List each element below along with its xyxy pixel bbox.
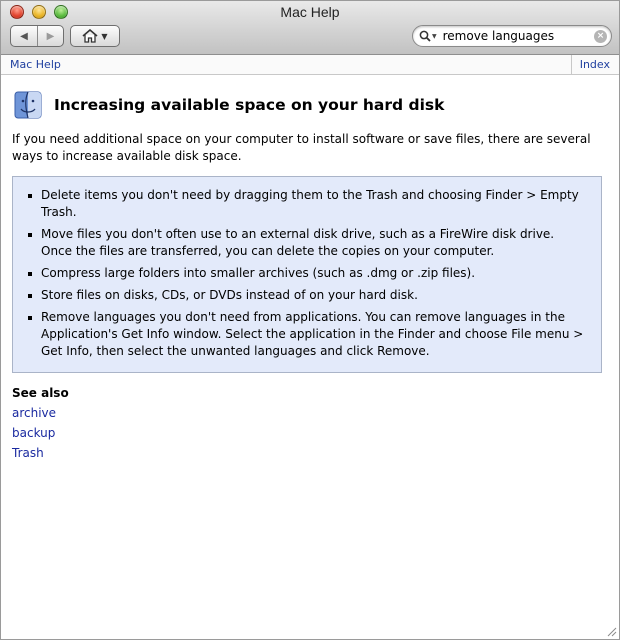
resize-grip-icon[interactable]: [605, 625, 617, 637]
bullet-icon: [28, 316, 32, 320]
tips-list: [27, 187, 587, 360]
see-also-link[interactable]: backup: [12, 426, 56, 440]
clear-search-icon[interactable]: ×: [594, 30, 607, 43]
breadcrumb-mac-help[interactable]: Mac Help: [10, 58, 61, 71]
back-button[interactable]: [11, 26, 37, 46]
tip-item: [27, 309, 587, 360]
article-intro: If you need additional space on your computer to install software or save files, there are several ways to increase available disk space.: [12, 132, 591, 163]
article: [1, 91, 619, 463]
article-title: Increasing available space on your hard disk: [54, 96, 445, 114]
tip-text: Delete items you don't need by dragging them to the Trash and choosing Finder > Empty Trash.: [41, 188, 579, 219]
forward-button[interactable]: [37, 26, 63, 46]
tip-item: [27, 187, 587, 221]
help-navbar: [1, 55, 619, 75]
back-forward-control: [10, 25, 64, 47]
search-input[interactable]: [443, 29, 583, 43]
see-also-link[interactable]: archive: [12, 406, 57, 420]
search-icon[interactable]: ▼: [419, 30, 437, 42]
title-toolbar: [1, 1, 619, 55]
bullet-icon: [28, 194, 32, 198]
bullet-icon: [28, 233, 32, 237]
see-also-heading: See also: [12, 386, 69, 400]
bullet-icon: [28, 294, 32, 298]
home-button[interactable]: [70, 25, 120, 47]
chevron-down-icon: ▼: [101, 31, 108, 41]
forward-arrow-icon: ▶: [46, 30, 55, 42]
tip-item: [27, 287, 587, 304]
tip-text: Move files you don't often use to an external disk drive, such as a FireWire disk drive. Once the files are transferred, you can delete the copies on your computer.: [41, 227, 555, 258]
tip-text: Remove languages you don't need from applications. You can remove languages in the Application's Get Info window. Select the application in the Finder and choose File menu > Get Info, then select the unwanted languages and click Remove.: [41, 310, 584, 358]
tip-text: Compress large folders into smaller archives (such as .dmg or .zip files).: [41, 266, 476, 280]
back-arrow-icon: ◀: [20, 30, 28, 42]
window-title: Mac Help: [280, 4, 340, 20]
bullet-icon: [28, 272, 32, 276]
tip-item: [27, 265, 587, 282]
see-also-link[interactable]: Trash: [12, 446, 44, 460]
article-header: [12, 91, 608, 119]
tip-text: Store files on disks, CDs, or DVDs instead of on your hard disk.: [41, 288, 418, 302]
see-also-links: [12, 403, 608, 463]
home-icon: [82, 29, 98, 43]
finder-icon: [14, 91, 42, 119]
search-field[interactable]: [412, 25, 612, 47]
tips-box: [12, 176, 602, 373]
index-link[interactable]: Index: [571, 55, 619, 74]
tip-item: [27, 226, 587, 260]
